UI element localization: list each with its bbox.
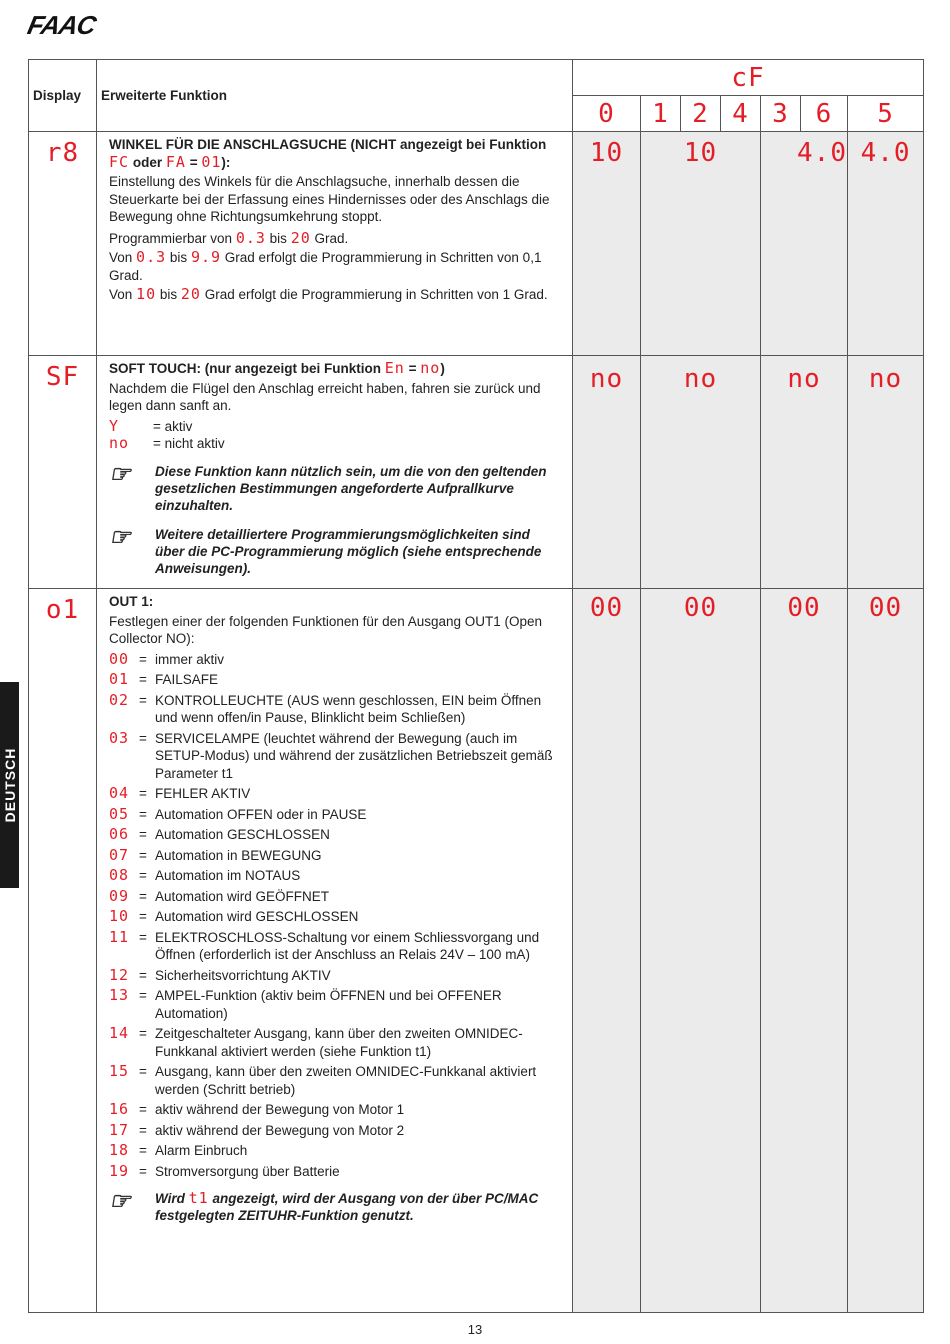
parameter-table	[28, 59, 924, 1313]
value-cf0: 00	[573, 589, 641, 1313]
value-cf36: 4.0	[761, 132, 848, 356]
value-cf36: 00	[761, 589, 848, 1313]
value-cf0: no	[573, 356, 641, 589]
note-block: ☞ Wird t1 angezeigt, wird der Ausgang von der über PC/MAC festgelegten ZEITUHR-Funktion genutzt.	[109, 1188, 539, 1223]
list-item: 08 = Automation im NOTAUS	[109, 866, 301, 884]
cf-col-2: 2	[681, 96, 721, 132]
function-description: WINKEL FÜR DIE ANSCHLAGSUCHE (NICHT angezeigt bei Funktion FC oder FA = 01): Einstellung des Winkels für die Anschlagsuche, innerhalb dessen die Steuerkarte bei der Erfassung eines Hindernisses oder des Anschlags die Bewegung ohne Richtungsumkehrung stoppt. Programmierbar von 0.3 bis 20 Grad. Von 0.3 bis 9.9 Grad erfolgt die Programmierung in Schritten von 0,1 Grad. Von 10 bis 20 Grad erfolgt die Programmierung in Schritten von 1 Grad.	[97, 132, 573, 356]
col-function-header: Erweiterte Funktion	[97, 60, 573, 132]
list-item: 16 = aktiv während der Bewegung von Motor 1	[109, 1100, 405, 1118]
function-description: SOFT TOUCH: (nur angezeigt bei Funktion En = no) Nachdem die Flügel den Anschlag erreicht haben, fahren sie zurück und legen dann sanft an. Y = aktiv no = nicht aktiv ☞ Diese Funktion kann nützlich sein, um die von den geltenden gesetzlichen Bestimmungen angeforderte Aufprallkurve einzuhalten. ☞ Weitere detailliertere Programmierungsmöglichkeiten sind über die PC-Programmierung möglich (siehe entsprechende Anweisungen).	[97, 356, 573, 589]
cf-col-5: 5	[848, 96, 924, 132]
pointing-hand-icon: ☞	[109, 1188, 131, 1215]
list-item: 17 = aktiv während der Bewegung von Motor 2	[109, 1120, 405, 1139]
cf-col-1: 1	[641, 96, 681, 132]
list-item: 06 = Automation GESCHLOSSEN	[109, 825, 330, 843]
note-block: ☞ Diese Funktion kann nützlich sein, um die von den geltenden gesetzlichen Bestimmungen angeforderte Aufprallkurve einzuhalten.	[109, 460, 547, 513]
list-item: 07 = Automation in BEWEGUNG	[109, 845, 322, 864]
language-tab	[0, 682, 19, 888]
value-cf36: no	[761, 356, 848, 589]
cf-col-0: 0	[573, 96, 641, 132]
list-item: 02 = KONTROLLEUCHTE (AUS wenn geschlossen, EIN beim Öffnen und wenn offen/in Pause, Blinklicht beim Schließen)	[109, 690, 542, 725]
list-item: 04 = FEHLER AKTIV	[109, 784, 251, 802]
list-item: 03 = SERVICELAMPE (leuchtet während der Bewegung (auch im SETUP-Modus) und während der zusätzlichen Betriebszeit gemäß Parameter t1	[109, 728, 553, 781]
page-number: 13	[467, 1322, 483, 1337]
value-cf124: 10	[641, 132, 761, 356]
table-row	[29, 589, 924, 1313]
list-item: 09 = Automation wird GEÖFFNET	[109, 886, 330, 905]
list-item: 05 = Automation OFFEN oder in PAUSE	[109, 804, 367, 823]
table-row	[29, 356, 924, 589]
value-cf5: 4.0	[848, 132, 924, 356]
display-code: o1	[29, 589, 97, 1313]
function-description: OUT 1: Festlegen einer der folgenden Funktionen für den Ausgang OUT1 (Open Collector NO): 00 = immer aktiv 01 = FAILSAFE 02 = KONTROLLEUCHTE (AUS wenn geschlossen, EIN beim Öffnen und wenn offen/in Pause, Blinklicht beim Schließen) 03 = SERVICELAMPE (leuchtet während der Bewegung (auch im SETUP-Modus) und während der zusätzlichen Betriebszeit gemäß Parameter t1 04 = FEHLER AKTIV 05 = Automation OFFEN oder in PAUSE 06 = Automation GESCHLOSSEN 07 = Automation in BEWEGUNG 08 = Automation im NOTAUS 09 = Automation wird GEÖFFNET 10 = Automation wird GESCHLOSSEN 11 = ELEKTROSCHLOSS-Schaltung vor einem Schliessvorgang und Öffnen (erforderlich ist der Anschluss an Relais 24V – 100 mA) 12 = Sicherheitsvorrichtung AKTIV 13 = AMPEL-Funktion (aktiv beim ÖFFNEN und bei OFFENER Automation) 14 = Zeitgeschalteter Ausgang, kann über den zweiten OMNIDEC-Funkkanal aktiviert werden (siehe Funktion t1) 15 = Ausgang, kann über den zweiten OMNIDEC-Funkkanal aktiviert werden (Schritt betrieb) 16 = aktiv während der Bewegung von Motor 1 17 = aktiv während der Bewegung von Motor 2 18 = Alarm Einbruch 19 = Stromversorgung über Batterie ☞ Wird t1 angezeigt, wird der Ausgang von der über PC/MAC festgelegten ZEITUHR-Funktion genutzt.	[97, 589, 573, 1313]
display-code: SF	[29, 356, 97, 589]
list-item: 18 = Alarm Einbruch	[109, 1141, 248, 1159]
list-item: 14 = Zeitgeschalteter Ausgang, kann über den zweiten OMNIDEC-Funkkanal aktiviert werden (siehe Funktion t1)	[109, 1024, 523, 1059]
value-cf5: 00	[848, 589, 924, 1313]
value-cf5: no	[848, 356, 924, 589]
brand-logo: FAAC	[24, 10, 99, 40]
list-item: 13 = AMPEL-Funktion (aktiv beim ÖFFNEN und bei OFFENER Automation)	[109, 986, 502, 1021]
list-item: 12 = Sicherheitsvorrichtung AKTIV	[109, 965, 331, 984]
list-item: 11 = ELEKTROSCHLOSS-Schaltung vor einem Schliessvorgang und Öffnen (erforderlich ist der Anschluss an Relais 24V – 100 mA)	[109, 927, 540, 962]
value-cf124: no	[641, 356, 761, 589]
cf-label: cF	[731, 62, 765, 93]
list-item: 00 = immer aktiv	[109, 649, 225, 668]
pointing-hand-icon: ☞	[109, 523, 131, 551]
cf-col-6: 6	[801, 96, 848, 132]
list-item: 01 = FAILSAFE	[109, 670, 219, 688]
list-item: 15 = Ausgang, kann über den zweiten OMNIDEC-Funkkanal aktiviert werden (Schritt betrieb)	[109, 1062, 537, 1097]
language-label: DEUTSCH	[1, 747, 18, 823]
list-item: 10 = Automation wird GESCHLOSSEN	[109, 907, 359, 925]
cf-header	[573, 60, 924, 96]
list-item: 19 = Stromversorgung über Batterie	[109, 1161, 340, 1180]
cf-col-4: 4	[721, 96, 761, 132]
table-row	[29, 132, 924, 356]
value-cf124: 00	[641, 589, 761, 1313]
col-display-header: Display	[29, 60, 97, 132]
output-options-list	[109, 651, 560, 1181]
cf-col-3: 3	[761, 96, 801, 132]
note-block: ☞ Weitere detailliertere Programmierungsmöglichkeiten sind über die PC-Programmierung möglich (siehe entsprechende Anweisungen).	[109, 523, 542, 576]
pointing-hand-icon: ☞	[109, 460, 131, 488]
value-cf0: 10	[573, 132, 641, 356]
display-code: r8	[29, 132, 97, 356]
